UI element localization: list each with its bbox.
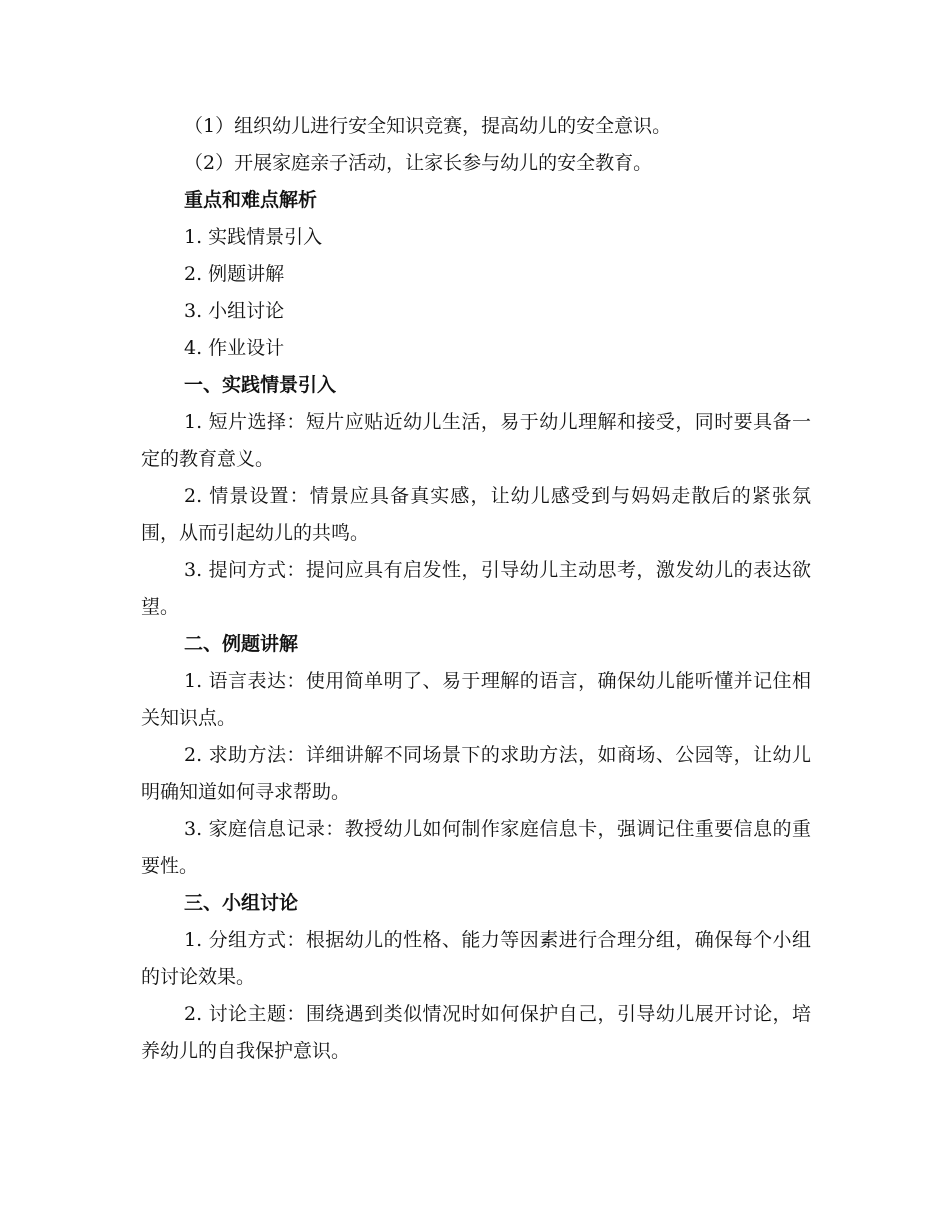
- key-section-heading: 重点和难点解析: [184, 189, 318, 211]
- section1-paragraph-1: 1. 短片选择：短片应贴近幼儿生活，易于幼儿理解和接受，同时要具备一定的教育意义。: [141, 411, 811, 470]
- section1-paragraph-3: 3. 提问方式：提问应具有启发性，引导幼儿主动思考，激发幼儿的表达欲望。: [141, 559, 811, 618]
- intro-item-2: （2）开展家庭亲子活动，让家长参与幼儿的安全教育。: [184, 152, 653, 174]
- key-section-item-1: 1. 实践情景引入: [184, 226, 323, 248]
- key-section-item-3: 3. 小组讨论: [184, 300, 285, 322]
- section2-paragraph-1: 1. 语言表达：使用简单明了、易于理解的语言，确保幼儿能听懂并记住相关知识点。: [141, 670, 811, 729]
- section1-paragraph-2: 2. 情景设置：情景应具备真实感，让幼儿感受到与妈妈走散后的紧张氛围，从而引起幼儿的共鸣。: [141, 485, 811, 544]
- section3-heading: 三、小组讨论: [184, 892, 299, 914]
- section2-paragraph-2: 2. 求助方法：详细讲解不同场景下的求助方法，如商场、公园等，让幼儿明确知道如何寻求帮助。: [141, 744, 811, 803]
- section1-heading: 一、实践情景引入: [184, 374, 337, 396]
- intro-item-1: （1）组织幼儿进行安全知识竞赛，提高幼儿的安全意识。: [184, 115, 672, 137]
- section3-paragraph-2: 2. 讨论主题：围绕遇到类似情况时如何保护自己，引导幼儿展开讨论，培养幼儿的自我保护意识。: [141, 1003, 811, 1062]
- key-section-item-2: 2. 例题讲解: [184, 263, 285, 285]
- document-body: [141, 108, 811, 1070]
- section3-paragraph-1: 1. 分组方式：根据幼儿的性格、能力等因素进行合理分组，确保每个小组的讨论效果。: [141, 929, 811, 988]
- key-section-item-4: 4. 作业设计: [184, 337, 285, 359]
- section2-paragraph-3: 3. 家庭信息记录：教授幼儿如何制作家庭信息卡，强调记住重要信息的重要性。: [141, 818, 811, 877]
- section2-heading: 二、例题讲解: [184, 633, 299, 655]
